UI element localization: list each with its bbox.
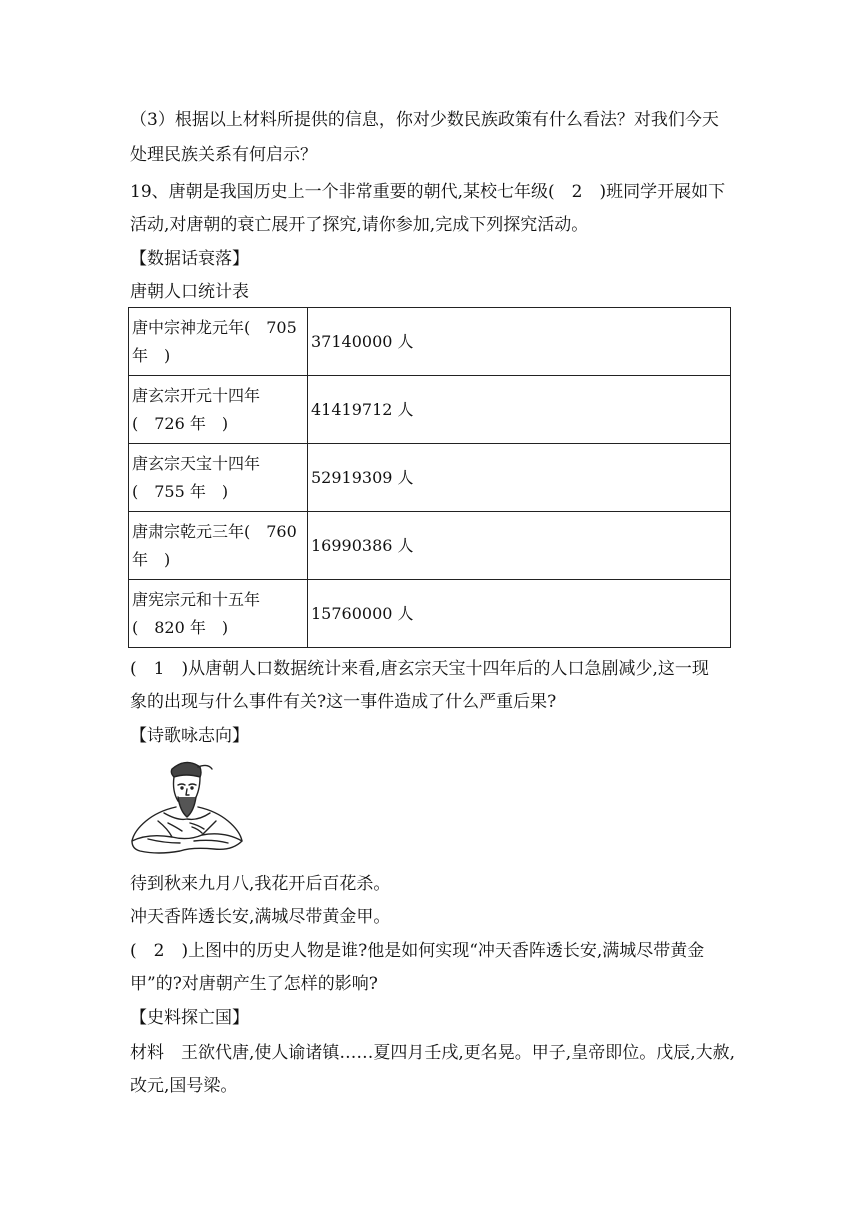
material-line-1: 材料 王欲代唐,使人谕诸镇……夏四月壬戌,更名晃。甲子,皇帝即位。戊辰,大赦, xyxy=(130,1043,736,1063)
population-cell: 15760000 人 xyxy=(308,580,731,648)
period-line-1: 唐玄宗天宝十四年 xyxy=(132,453,261,473)
question-1-line-1: ( 1 )从唐朝人口数据统计来看,唐玄宗天宝十四年后的人口急剧减少,这一现 xyxy=(130,659,709,679)
period-cell xyxy=(129,444,308,512)
period-line-2: 年 ) xyxy=(132,345,171,365)
period-line-1: 唐宪宗元和十五年 xyxy=(132,589,261,609)
population-table xyxy=(128,307,731,648)
section-heading-sources: 【史料探亡国】 xyxy=(130,1008,249,1028)
historical-figure-illustration xyxy=(128,755,246,861)
table-row xyxy=(129,580,731,648)
period-line-2: ( 755 年 ) xyxy=(132,481,229,501)
period-line-2: ( 726 年 ) xyxy=(132,413,229,433)
period-line-1: 唐玄宗开元十四年 xyxy=(132,385,261,405)
period-cell xyxy=(129,308,308,376)
poem-line-2: 冲天香阵透长安,满城尽带黄金甲。 xyxy=(130,907,391,927)
table-row xyxy=(129,308,731,376)
population-cell: 41419712 人 xyxy=(308,376,731,444)
question-2-line-2: 甲”的?对唐朝产生了怎样的影响? xyxy=(130,974,378,994)
question-3-line-2: 处理民族关系有何启示？ xyxy=(130,145,317,165)
question-1-line-2: 象的出现与什么事件有关?这一事件造成了什么严重后果? xyxy=(130,692,557,712)
period-cell xyxy=(129,512,308,580)
period-line-1: 唐中宗神龙元年( 705 xyxy=(132,317,297,337)
period-cell xyxy=(129,580,308,648)
question-19-line-1: 19、唐朝是我国历史上一个非常重要的朝代,某校七年级( 2 )班同学开展如下 xyxy=(130,182,726,202)
question-19-line-2: 活动,对唐朝的衰亡展开了探究,请你参加,完成下列探究活动。 xyxy=(130,215,589,235)
period-line-2: ( 820 年 ) xyxy=(132,617,229,637)
table-title: 唐朝人口统计表 xyxy=(130,282,249,302)
section-heading-poem: 【诗歌咏志向】 xyxy=(130,726,249,746)
poem-line-1: 待到秋来九月八,我花开后百花杀。 xyxy=(130,874,391,894)
question-2-line-1: ( 2 )上图中的历史人物是谁?他是如何实现“冲天香阵透长安,满城尽带黄金 xyxy=(130,941,705,961)
population-cell: 16990386 人 xyxy=(308,512,731,580)
table-row xyxy=(129,444,731,512)
period-line-1: 唐肃宗乾元三年( 760 xyxy=(132,521,297,541)
section-heading-data: 【数据话衰落】 xyxy=(130,249,249,269)
table-row xyxy=(129,512,731,580)
period-cell xyxy=(129,376,308,444)
material-line-2: 改元,国号梁。 xyxy=(130,1076,238,1096)
period-line-2: 年 ) xyxy=(132,549,171,569)
question-3-line-1: （3）根据以上材料所提供的信息，你对少数民族政策有什么看法？对我们今天 xyxy=(130,110,719,130)
population-cell: 52919309 人 xyxy=(308,444,731,512)
table-row xyxy=(129,376,731,444)
population-cell: 37140000 人 xyxy=(308,308,731,376)
